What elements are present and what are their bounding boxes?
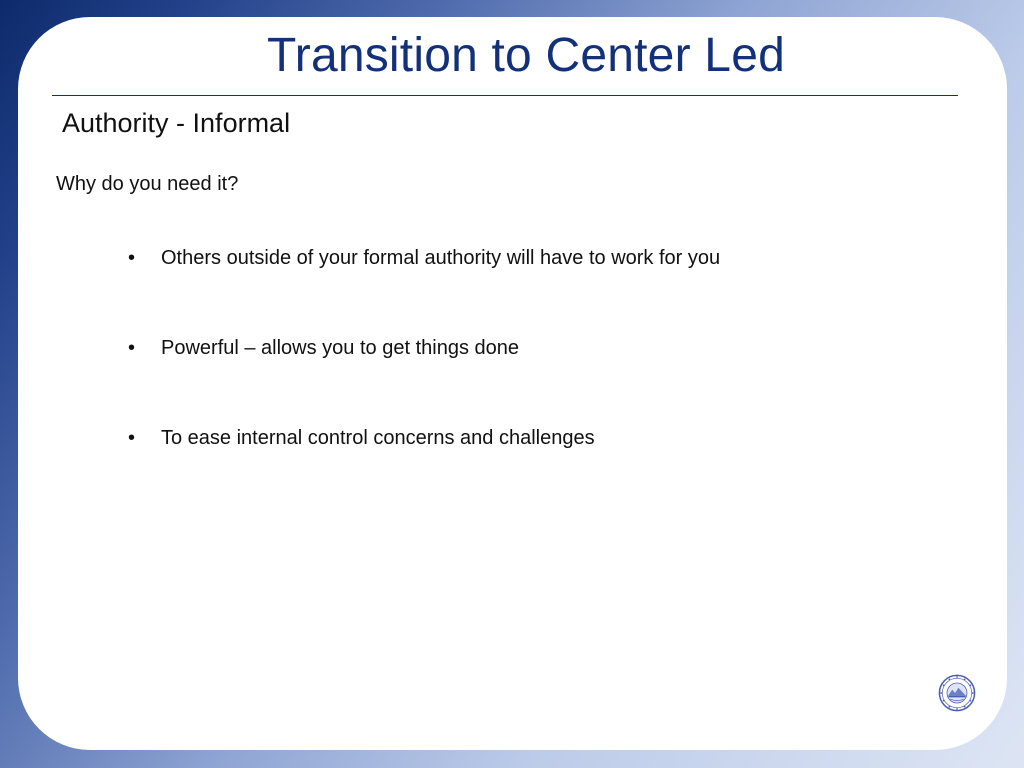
bullet-text: To ease internal control concerns and challenges: [161, 427, 595, 449]
slide-subtitle: Authority - Informal: [62, 108, 291, 138]
bullet-icon: •: [128, 337, 136, 359]
bullet-icon: •: [128, 427, 136, 449]
county-seal-icon: [938, 674, 976, 712]
bullet-text: Powerful – allows you to get things done: [161, 337, 519, 359]
bullet-item: [126, 334, 720, 362]
bullet-item: [126, 244, 720, 272]
bullet-list: [126, 244, 720, 514]
slide-title: Transition to Center Led: [267, 29, 785, 82]
bullet-icon: •: [128, 247, 136, 269]
bullet-text: Others outside of your formal authority will have to work for you: [161, 247, 721, 269]
question-text: Why do you need it?: [56, 173, 239, 195]
bullet-item: [126, 424, 720, 452]
title-divider: [52, 95, 958, 96]
